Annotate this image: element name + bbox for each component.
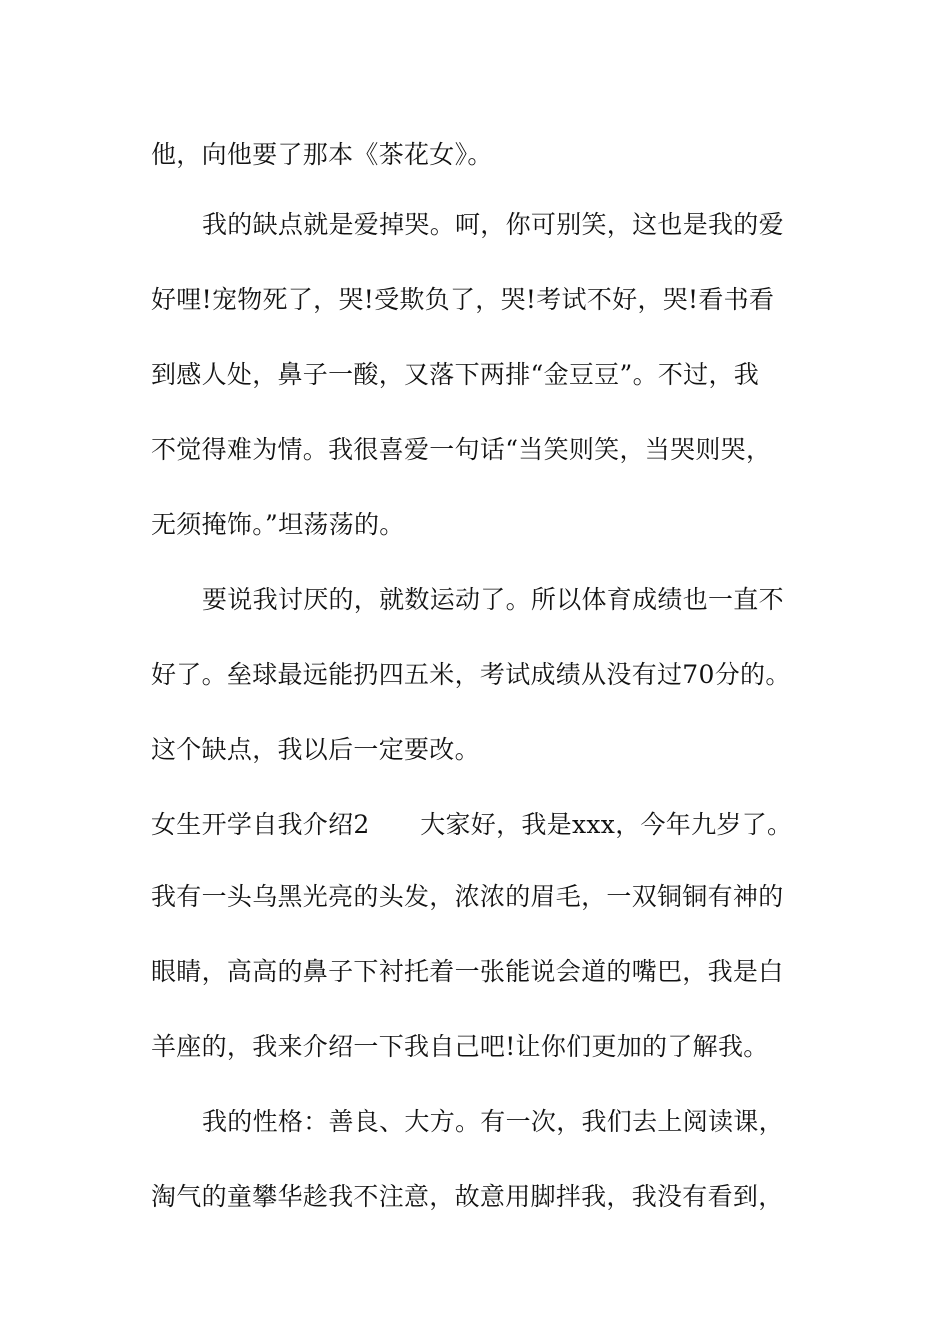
text-line: 这个缺点，我以后一定要改。 (151, 735, 480, 764)
text-line: 不觉得难为情。我很喜爱一句话“当笑则笑，当哭则哭， (151, 435, 772, 464)
paragraph-start-line: 要说我讨厌的，就数运动了。所以体育成绩也一直不 (202, 585, 784, 614)
text-line: 淘气的童攀华趁我不注意，故意用脚拌我，我没有看到， (151, 1182, 784, 1211)
text-line: 眼睛，高高的鼻子下衬托着一张能说会道的嘴巴，我是白 (151, 957, 784, 986)
text-line: 好哩!宠物死了，哭!受欺负了，哭!考试不好，哭!看书看 (151, 285, 775, 314)
paragraph-start-line: 我的缺点就是爱掉哭。呵，你可别笑，这也是我的爱 (202, 210, 784, 239)
text-line: 无须掩饰。”坦荡荡的。 (151, 510, 405, 539)
text-line: 我有一头乌黑光亮的头发，浓浓的眉毛，一双铜铜有神的 (151, 882, 784, 911)
section-heading-line: 女生开学自我介绍2 大家好，我是xxx，今年九岁了。 (151, 810, 793, 839)
paragraph-start-line: 我的性格：善良、大方。有一次，我们去上阅读课， (202, 1107, 784, 1136)
text-line: 好了。垒球最远能扔四五米，考试成绩从没有过70分的。 (151, 660, 791, 689)
text-line: 到感人处，鼻子一酸，又落下两排“金豆豆”。不过，我 (151, 360, 760, 389)
text-line: 他，向他要了那本《茶花女》。 (151, 140, 493, 169)
text-line: 羊座的，我来介绍一下我自己吧!让你们更加的了解我。 (151, 1032, 769, 1061)
